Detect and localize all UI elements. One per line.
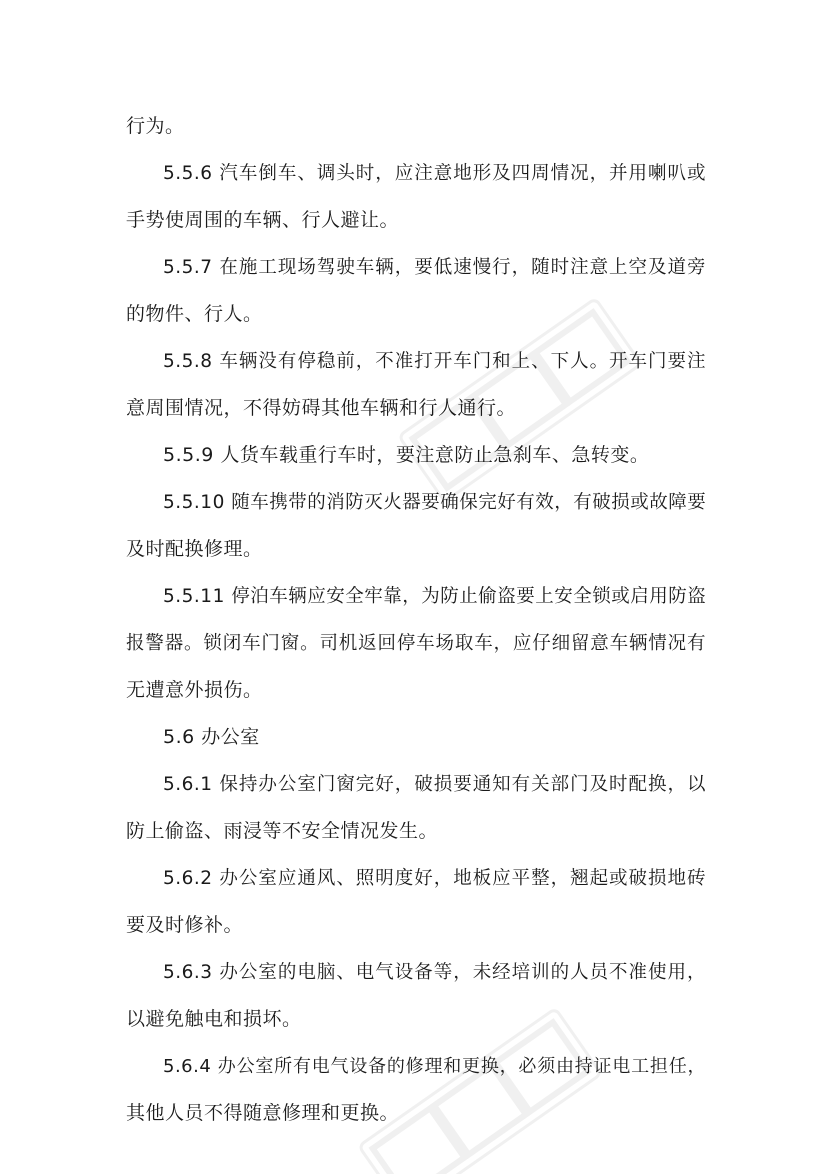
text-line: 防上偷盗、雨浸等不安全情况发生。 [126, 820, 439, 842]
text-line: 报警器。锁闭车门窗。司机返回停车场取车，应仔细留意车辆情况有 [126, 633, 706, 654]
text-line: 5.6 办公室 [163, 726, 260, 748]
text-line: 5.6.3 办公室的电脑、电气设备等，未经培训的人员不准使用， [163, 962, 706, 983]
text-line: 5.5.7 在施工现场驾驶车辆，要低速慢行，随时注意上空及道旁 [163, 257, 706, 278]
text-line: 无遭意外损伤。 [126, 679, 263, 701]
text-line: 以避免触电和损坏。 [126, 1008, 302, 1030]
text-line: 5.5.8 车辆没有停稳前，不准打开车门和上、下人。开车门要注 [163, 351, 706, 372]
text-line: 5.6.4 办公室所有电气设备的修理和更换，必须由持证电工担任， [163, 1056, 706, 1077]
text-line: 行为。 [126, 115, 185, 137]
text-line: 手势使周围的车辆、行人避让。 [126, 209, 400, 231]
text-line: 的物件、行人。 [126, 303, 263, 325]
text-line: 要及时修补。 [126, 914, 244, 936]
text-line: 5.6.1 保持办公室门窗完好，破损要通知有关部门及时配换，以 [163, 774, 706, 795]
text-line: 及时配换修理。 [126, 538, 263, 560]
text-line: 5.5.6 汽车倒车、调头时，应注意地形及四周情况，并用喇叭或 [163, 163, 706, 184]
text-line: 5.5.11 停泊车辆应安全牢靠，为防止偷盗要上安全锁或启用防盗 [163, 586, 707, 607]
document-body [126, 103, 706, 1137]
text-line: 5.5.10 随车携带的消防灭火器要确保完好有效，有破损或故障要 [163, 492, 707, 513]
text-line: 其他人员不得随意修理和更换。 [126, 1102, 400, 1124]
text-line: 意周围情况，不得妨碍其他车辆和行人通行。 [126, 397, 517, 419]
text-line: 5.5.9 人货车载重行车时，要注意防止急刹车、急转变。 [163, 444, 650, 466]
text-line: 5.6.2 办公室应通风、照明度好，地板应平整，翘起或破损地砖 [163, 868, 706, 889]
